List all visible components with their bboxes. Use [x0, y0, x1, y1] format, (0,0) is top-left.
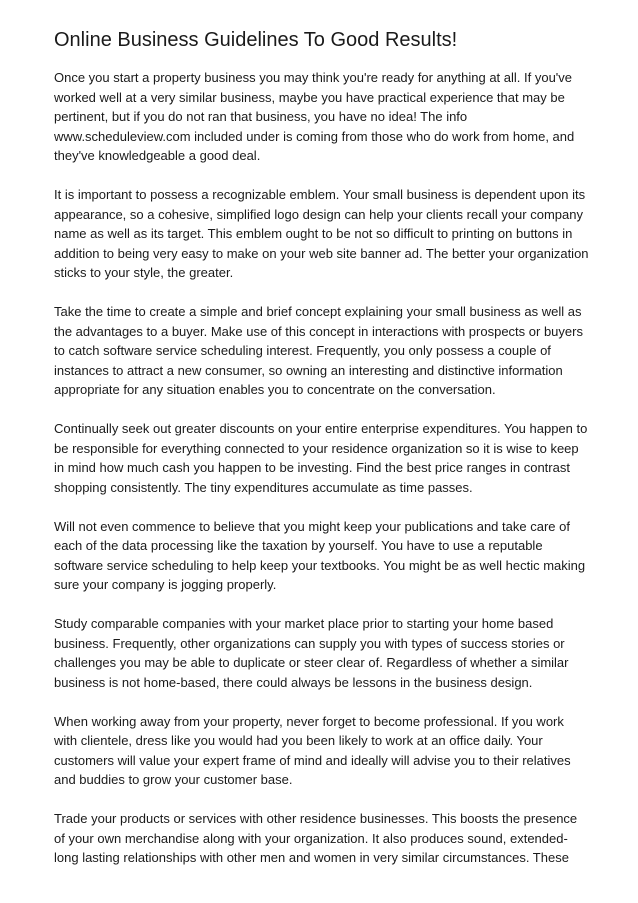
text-line: Once you start a property business you may think you're ready for anything at all. If you've — [54, 70, 573, 85]
text-line: challenges you may be able to duplicate or steer clear of. Regardless of whether a similar — [54, 655, 569, 670]
text-line: It is important to possess a recognizable emblem. Your small business is dependent upon its — [54, 187, 586, 202]
paragraph-4 — [54, 419, 594, 497]
text-line: shopping consistently. The tiny expenditures accumulate as time passes. — [54, 479, 473, 495]
paragraph-1 — [54, 68, 594, 166]
text-line: to catch software service scheduling interest. Frequently, you only possess a couple of — [54, 343, 551, 358]
text-line: appearance, so a cohesive, simplified logo design can help your clients recall your company — [54, 206, 583, 222]
text-line: Trade your products or services with other residence businesses. This boosts the presence — [54, 811, 578, 826]
paragraph-6 — [54, 614, 594, 692]
paragraph-7 — [54, 712, 594, 790]
text-line: When working away from your property, never forget to become professional. If you work — [54, 713, 564, 729]
document-title: Online Business Guidelines To Good Results! — [54, 29, 458, 51]
paragraph-5 — [54, 517, 594, 595]
paragraph-8 — [54, 809, 594, 868]
text-line: Continually seek out greater discounts on your entire enterprise expenditures. You happen to — [54, 421, 588, 436]
text-line: customers will value your expert frame of mind and ideally will advise you to their relatives — [54, 752, 571, 768]
text-line: they've knowledgeable a good deal. — [54, 148, 261, 163]
text-line: sure your company is jogging properly. — [54, 577, 277, 592]
document-body — [54, 68, 594, 887]
text-line: business. Frequently, other organizations can supply you with types of success stories or — [54, 635, 565, 651]
text-line: each of the data processing like the taxation by yourself. You have to use a reputable — [54, 538, 543, 553]
text-line: sticks to your style, the greater. — [54, 265, 234, 280]
paragraph-3 — [54, 302, 594, 400]
text-line: be responsible for everything connected to your residence organization so it is wise to keep — [54, 440, 579, 456]
text-line: and buddies to grow your customer base. — [54, 772, 293, 787]
paragraph-2 — [54, 185, 594, 283]
text-line: Will not even commence to believe that you might keep your publications and take care of — [54, 518, 570, 534]
text-line: of your own merchandise along with your organization. It also produces sound, extended- — [54, 830, 568, 846]
text-line: name as well as its target. This emblem ought to be not so difficult to printing on buttons in — [54, 226, 573, 241]
text-line: appropriate for any situation enables you to concentrate on the conversation. — [54, 382, 496, 397]
text-line: www.scheduleview.com included under is coming from those who do work from home, and — [54, 128, 575, 144]
text-line: with clientele, dress like you would had you been likely to work at an office daily. Your — [54, 733, 543, 748]
text-line: software service scheduling to help keep your textbooks. You might be as well hectic making — [54, 557, 586, 573]
text-line: long lasting relationships with other men and women in very similar circumstances. These — [54, 850, 569, 865]
text-line: business is not home-based, there could always be lessons in the business design. — [54, 674, 533, 690]
text-line: the advantages to a buyer. Make use of this concept in interactions with prospects or buyers — [54, 323, 583, 339]
text-line: Take the time to create a simple and brief concept explaining your small business as well as — [54, 304, 582, 319]
text-line: instances to attract a new consumer, so owning an interesting and distinctive information — [54, 362, 563, 378]
text-line: Study comparable companies with your market place prior to starting your home based — [54, 616, 554, 631]
text-line: addition to being very easy to make on your web site banner ad. The better your organization — [54, 245, 589, 261]
text-line: in mind how much cash you happen to be investing. Find the best price ranges in contrast — [54, 460, 570, 475]
text-line: worked well at a very similar business, maybe you have practical experience that may be — [54, 89, 565, 105]
text-line: pertinent, but if you do not ran that business, you have no idea! The info — [54, 109, 468, 124]
